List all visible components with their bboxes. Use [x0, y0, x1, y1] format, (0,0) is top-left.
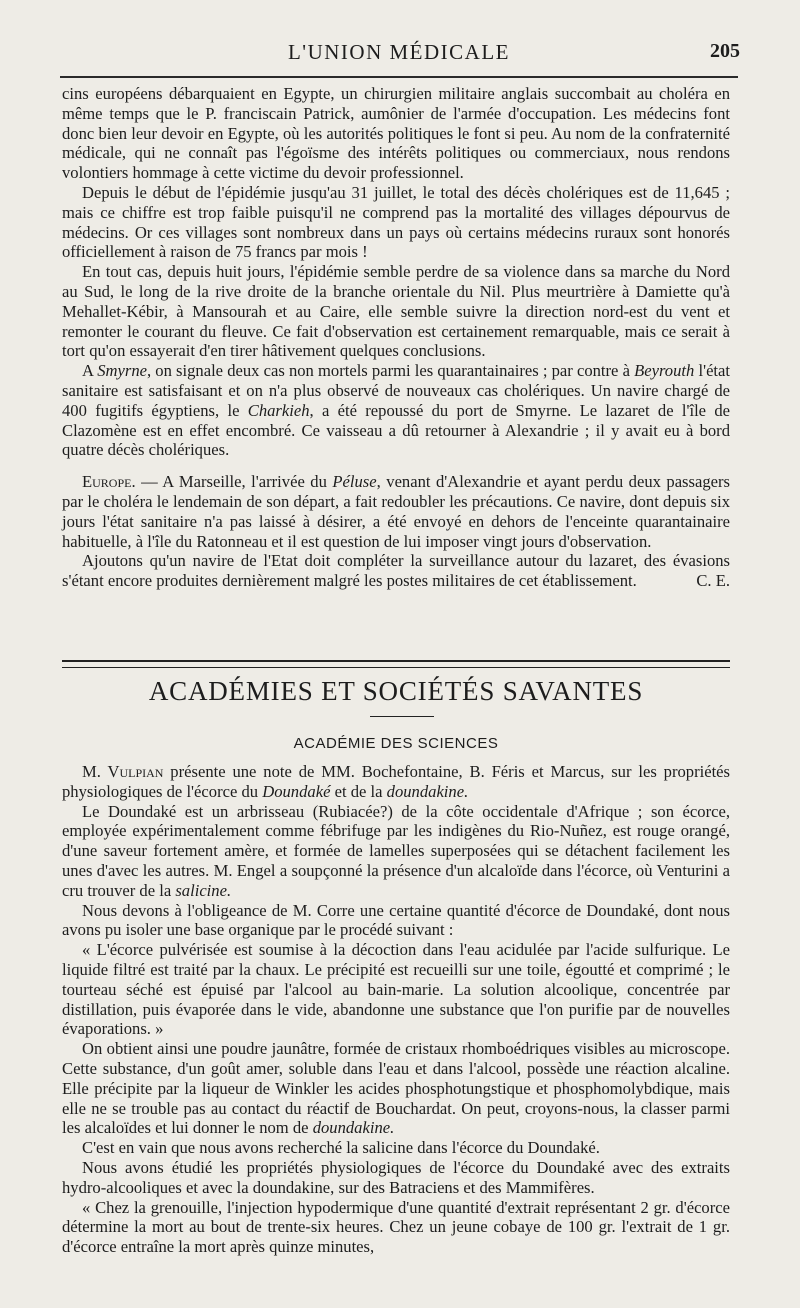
signature: C. E. — [696, 571, 730, 591]
article-cholera-report — [62, 84, 730, 591]
substance-name: salicine. — [175, 880, 232, 900]
article-doundake — [62, 762, 730, 1257]
paragraph: cins européens débarquaient en Egypte, un chirurgien militaire anglais succombait au choléra en même temps que le P. franciscain Patrick, aumônier de l'armée d'occupation. Les médecins font donc bien leur devoir en Egypte, où les autorités politiques le font si peu. Au nom de la confraternité médicale, qui ne connaît pas l'égoïsme des intérêts politiques ou commerciaux, nous rendons volontiers hommage à cette victime du devoir professionnel. — [62, 84, 730, 183]
place-name: Smyrne — [97, 361, 147, 381]
text-span: , venant d'Alexandrie et ayant perdu deux passagers par le choléra le lendemain de son départ, a fait redoubler les précautions. Ce navire, dont depuis six jours l'état sanitaire n'a pas laissé à désirer, a été envoyé en dehors de l'enceinte quarantainaire habituelle, à l'île du Ratonneau et il est question de lui imposer vingt jours d'observation. — [62, 472, 730, 551]
page-number: 205 — [710, 40, 740, 62]
paragraph: « L'écorce pulvérisée est soumise à la décoction dans l'eau acidulée par l'acide sulfurique. Le liquide filtré est traité par la chaux. Le précipité est recueilli sur une toile, égoutté et comprimé ; le tourteau séché est épuisé par l'alcool au bain-marie. La solution alcoolique, concentrée par distillation, puis évaporée dans le vide, abandonne une substance que l'on purifie par de nouvelles évaporations. » — [62, 940, 730, 1039]
place-name: Beyrouth — [634, 361, 695, 381]
paragraph — [62, 472, 730, 551]
text-span: Ajoutons qu'un navire de l'Etat doit compléter la surveillance autour du lazaret, des évasions s'étant encore produites dernièrement malgré les postes militaires de cet établissement. — [62, 551, 730, 591]
text-span: , on signale deux cas non mortels parmi les quarantainaires ; par contre à — [147, 361, 635, 381]
text-span: — A Marseille, l'arrivée du — [135, 472, 333, 492]
title-rule — [370, 716, 434, 717]
header-rule — [60, 76, 738, 78]
paragraph: Nous avons étudié les propriétés physiologiques de l'écorce du Doundaké avec des extraits hydro-alcooliques et avec la doundakine, sur des Batraciens et des Mammifères. — [62, 1157, 730, 1197]
text-span: Le Doundaké est un arbrisseau (Rubiacée?) de la côte occidentale d'Afrique ; son écorce, employée expérimentalement comme fébrifuge par les indigènes du Rio-Nuñez, est rouge orangé, d'une saveur fortement amère, et formée de lamelles superposées qui se détachent facilement les unes d'avec les autres. M. Engel a soupçonné la présence d'un alcaloïde dans l'écorce, où Venturini a cru trouver de la — [62, 801, 730, 900]
text-span: l'état sanitaire est satisfaisant et on n'a plus observé de nouveaux cas cholériques. Un navire chargé de 400 fugitifs égyptiens, le — [62, 361, 731, 420]
ship-name: Charkieh — [247, 400, 310, 420]
text-span: présente une note de MM. Bochefontaine, B. Féris et Marcus, sur les propriétés physiologiques de l'écorce du — [62, 762, 731, 801]
subsection-title: ACADÉMIE DES SCIENCES — [293, 735, 499, 752]
paragraph: En tout cas, depuis huit jours, l'épidémie semble perdre de sa violence dans sa marche du Nord au Sud, le long de la rive droite de la branche orientale du Nil. Plus meurtrière à Damiette qu'à Mehallet-Kébir, à Mansourah et au Caire, elle semble suivre la direction nord-est du vent et remonter le courant du fleuve. Ce fait d'observation est certainement remarquable, mais ce serait à tort qu'on essayerait d'en tirer hâtivement quelques conclusions. — [62, 262, 730, 361]
paragraph — [62, 361, 730, 460]
text-span: et de la — [330, 781, 387, 801]
paragraph — [62, 1039, 730, 1138]
section-divider — [62, 660, 730, 668]
paragraph — [62, 762, 730, 802]
section-title: ACADÉMIES ET SOCIÉTÉS SAVANTES — [148, 676, 644, 706]
region-heading: Europe. — [82, 472, 136, 492]
paragraph — [62, 802, 730, 901]
paragraph — [62, 551, 730, 591]
paragraph: Nous devons à l'obligeance de M. Corre une certaine quantité d'écorce de Doundaké, dont nous avons pu isoler une base organique par le procédé suivant : — [62, 900, 730, 940]
paragraph: C'est en vain que nous avons recherché la salicine dans l'écorce du Doundaké. — [82, 1138, 600, 1158]
substance-name: doundakine. — [312, 1118, 395, 1138]
text-span: A — [82, 361, 98, 381]
plant-name: Doundaké — [262, 781, 331, 801]
author-name: M. Vulpian — [82, 762, 164, 781]
paragraph: « Chez la grenouille, l'injection hypodermique d'une quantité d'extrait représentant 2 gr. d'écorce détermine la mort au bout de trente-six heures. Chez un jeune cobaye de 100 gr. l'extrait de 1 gr. d'écorce entraîne la mort après quinze minutes, — [62, 1197, 730, 1257]
running-head — [60, 38, 738, 66]
ship-name: Péluse — [332, 472, 377, 492]
text-span: On obtient ainsi une poudre jaunâtre, formée de cristaux rhomboédriques visibles au microscope. Cette substance, d'un goût amer, soluble dans l'eau et dans l'alcool, possède une réaction alcaline. Elle précipite par la liqueur de Winkler les acides phosphotungstique et phosphomolybdique, mais elle ne se trouble pas au contact du réactif de Bouchardat. On peut, croyons-nous, la classer parmi les alcaloïdes et lui donner le nom de — [62, 1039, 730, 1138]
running-title: L'UNION MÉDICALE — [287, 40, 510, 64]
substance-name: doundakine. — [386, 781, 469, 801]
text-span: , a été repoussé du port de Smyrne. Le lazaret de l'île de Clazomène est en effet encombré. Ce vaisseau a dû retourner à Alexandrie ; il y avait eu à bord quatre décès cholériques. — [62, 400, 731, 460]
paragraph: Depuis le début de l'épidémie jusqu'au 31 juillet, le total des décès cholériques est de 11,645 ; mais ce chiffre est trop faible puisqu'il ne comprend pas la mortalité des villages dépourvus de médecins. Or ces villages sont nombreux dans un pays où certains médecins ruraux sont honorés officiellement à raison de 75 francs par mois ! — [62, 182, 730, 262]
